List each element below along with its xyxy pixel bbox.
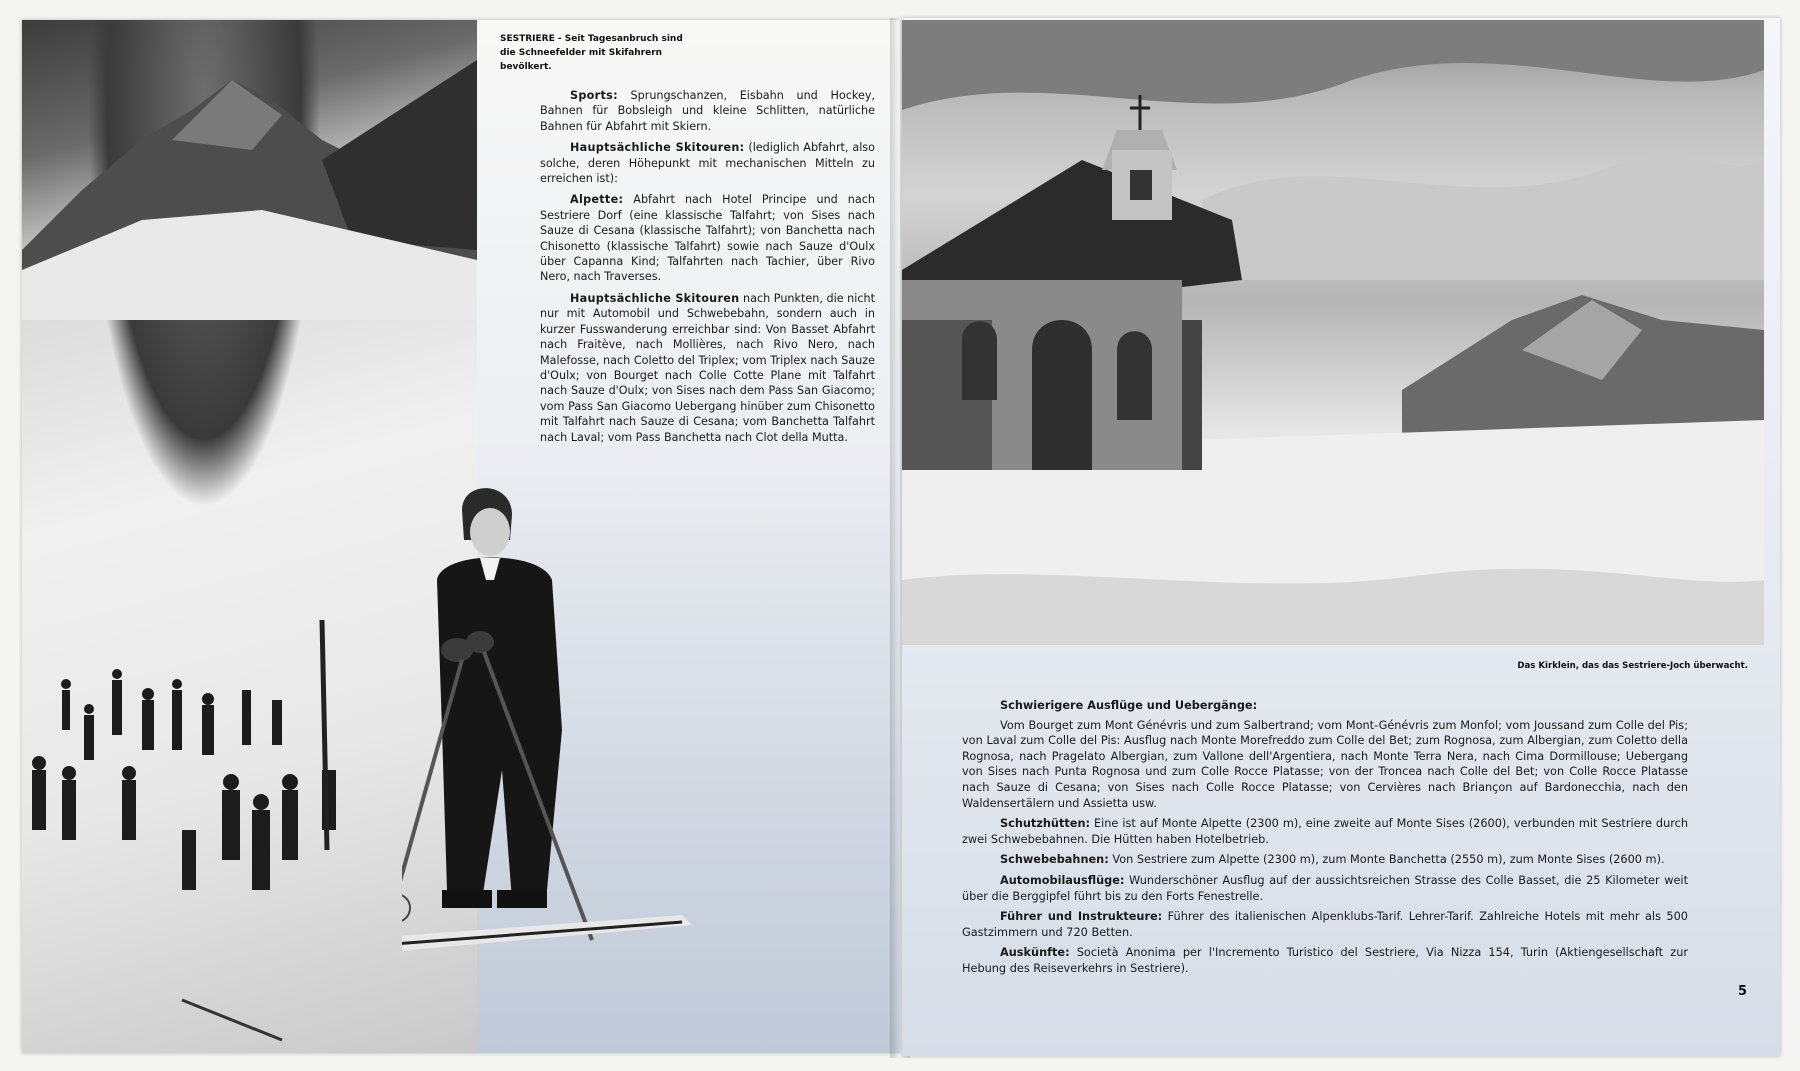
- paragraph-lead: Auskünfte:: [1000, 946, 1070, 960]
- paragraph-lead: Schutzhütten:: [1000, 817, 1090, 831]
- left-page: [22, 20, 900, 1053]
- page-number: 5: [1738, 984, 1748, 999]
- paragraph-body: (lediglich Abfahrt, also solche, deren Höhepunkt mit mechanischen Mitteln zu erreichen ist):: [540, 141, 875, 186]
- paragraph-ausfluege: [962, 718, 1688, 812]
- paragraph-body: Società Anonima per l'Incremento Turistico del Sestriere, Via Nizza 154, Turin (Aktiengesellschaft zur Hebung des Reiseverkehrs in Sestriere).: [962, 946, 1688, 975]
- chapel-illustration: [902, 20, 1764, 645]
- paragraph-lead: Führer und Instrukteure:: [1000, 910, 1163, 924]
- paragraph-skitouren: [540, 140, 875, 186]
- paragraph-schwebebahnen: [962, 852, 1688, 868]
- paragraph-body: Sprungschanzen, Eisbahn und Hockey, Bahnen für Bobsleigh und kleine Schlitten, natürliche Bahnen für Abfahrt mit Skiern.: [540, 89, 875, 133]
- paragraph-body: Wunderschöner Ausflug auf der aussichtsreichen Strasse des Colle Basset, die 25 Kilometer weit über die Berggipfel führt bis zu den Forts Fenestrelle.: [962, 873, 1688, 903]
- paragraph-body: Eine ist auf Monte Alpette (2300 m), eine zweite auf Monte Sises (2600), verbunden mit Sestriere durch zwei Schwebebahnen. Die Hütten haben Hotelbetrieb.: [962, 817, 1688, 846]
- paragraph-schutzhuetten: [962, 816, 1688, 847]
- mountain-peaks-illustration: [22, 20, 477, 320]
- paragraph-body: Abfahrt nach Hotel Principe und nach Sestriere Dorf (eine klassische Talfahrt; von Sises nach Sauze di Cesana (klassische Talfahrt); von Banchetta nach Chisonetto (klassische Talfahrt) sowie nach Sauze d'Oulx über Capanna Kind; Talfahrten nach Tachier, über Rivo Nero, nach Traverses.: [540, 193, 875, 284]
- chapel-photo: [902, 20, 1764, 645]
- skier-woman-illustration: [402, 470, 782, 1053]
- chapel-building: [902, 95, 1242, 470]
- right-page: [902, 18, 1780, 1056]
- paragraph-lead: Schwebebahnen:: [1000, 853, 1109, 867]
- left-photo-caption: SESTRIERE - Seit Tagesanbruch sind die Schneefelder mit Skifahrern bevölkert.: [500, 34, 683, 72]
- paragraph-body: Führer des italienischen Alpenklubs-Tarif. Lehrer-Tarif. Zahlreiche Hotels mit mehr als 500 Gastzimmern und 720 Betten.: [962, 910, 1688, 939]
- paragraph-skitouren-punkten: [540, 291, 875, 445]
- paragraph-fuehrer: [962, 909, 1688, 940]
- paragraph-auskuenfte: [962, 945, 1688, 976]
- paragraph-lead: Hauptsächliche Skitouren:: [570, 141, 745, 155]
- paragraph-alpette: [540, 192, 875, 284]
- right-photo-caption: Das Kirklein, das das Sestriere-Joch überwacht.: [1517, 661, 1748, 671]
- right-page-text: [962, 698, 1688, 982]
- paragraph-lead: Hauptsächliche Skitouren: [570, 291, 740, 305]
- section-heading: Schwierigere Ausflüge und Uebergänge:: [1000, 699, 1258, 712]
- left-page-text: [540, 88, 875, 451]
- paragraph-lead: Automobilausflüge:: [1000, 873, 1125, 887]
- paragraph-body: Von Sestriere zum Alpette (2300 m), zum Monte Banchetta (2550 m), zum Monte Sises (2600 m).: [1108, 853, 1665, 867]
- paragraph-sports: [540, 88, 875, 134]
- paragraph-body: nach Punkten, die nicht nur mit Automobil und Schwebebahn, sondern auch in kurzer Fusswanderung erreichbar sind: Von Basset Abfahrt nach Fraitève, nach Mollières, nach Rivo Nero, nach Malefosse, nach Coletto del Triplex; vom Triplex nach Sauze d'Oulx; von Bourget nach Colle Cotte Plane mit Talfahrt nach Sauze d'Oulx; von Sises nach dem Pass San Giacomo; vom Pass San Giacomo Uebergang hinüber zum Chisonetto mit Talfahrt nach Sauze di Cesana; vom Banchetta Talfahrt nach Laval; vom Pass Banchetta nach Clot della Mutta.: [540, 291, 875, 444]
- paragraph-lead: Alpette:: [570, 193, 624, 207]
- paragraph-lead: Sports:: [570, 89, 618, 102]
- paragraph-automobilausfluege: [962, 873, 1688, 904]
- paragraph-body: Vom Bourget zum Mont Génévris und zum Salbertrand; vom Mont-Génévris zum Monfol; vom Joussand zum Colle del Pis; von Laval zum Colle del Pis: Ausflug nach Monte Morefreddo zum Colle del Bet; zum Rognosa, zum Albergian, zum Coletto della Rognosa, nach Pragelato Albergian, zum Vallone dell'Argentiera, nach Monte Terra Nera, nach Cima Dormillouse; Uebergang von Sises nach Punta Rognosa und zum Colle Rocce Platasse; von der Troncea nach Colle del Bet; von Colle Rocce Platasse nach Sauze di Cesana; von Sises nach Colle Rocce Platasse; von Cervières nach Briançon auf Bardonecchia, nach den Waldensertälern und Assietta usw.: [962, 718, 1688, 810]
